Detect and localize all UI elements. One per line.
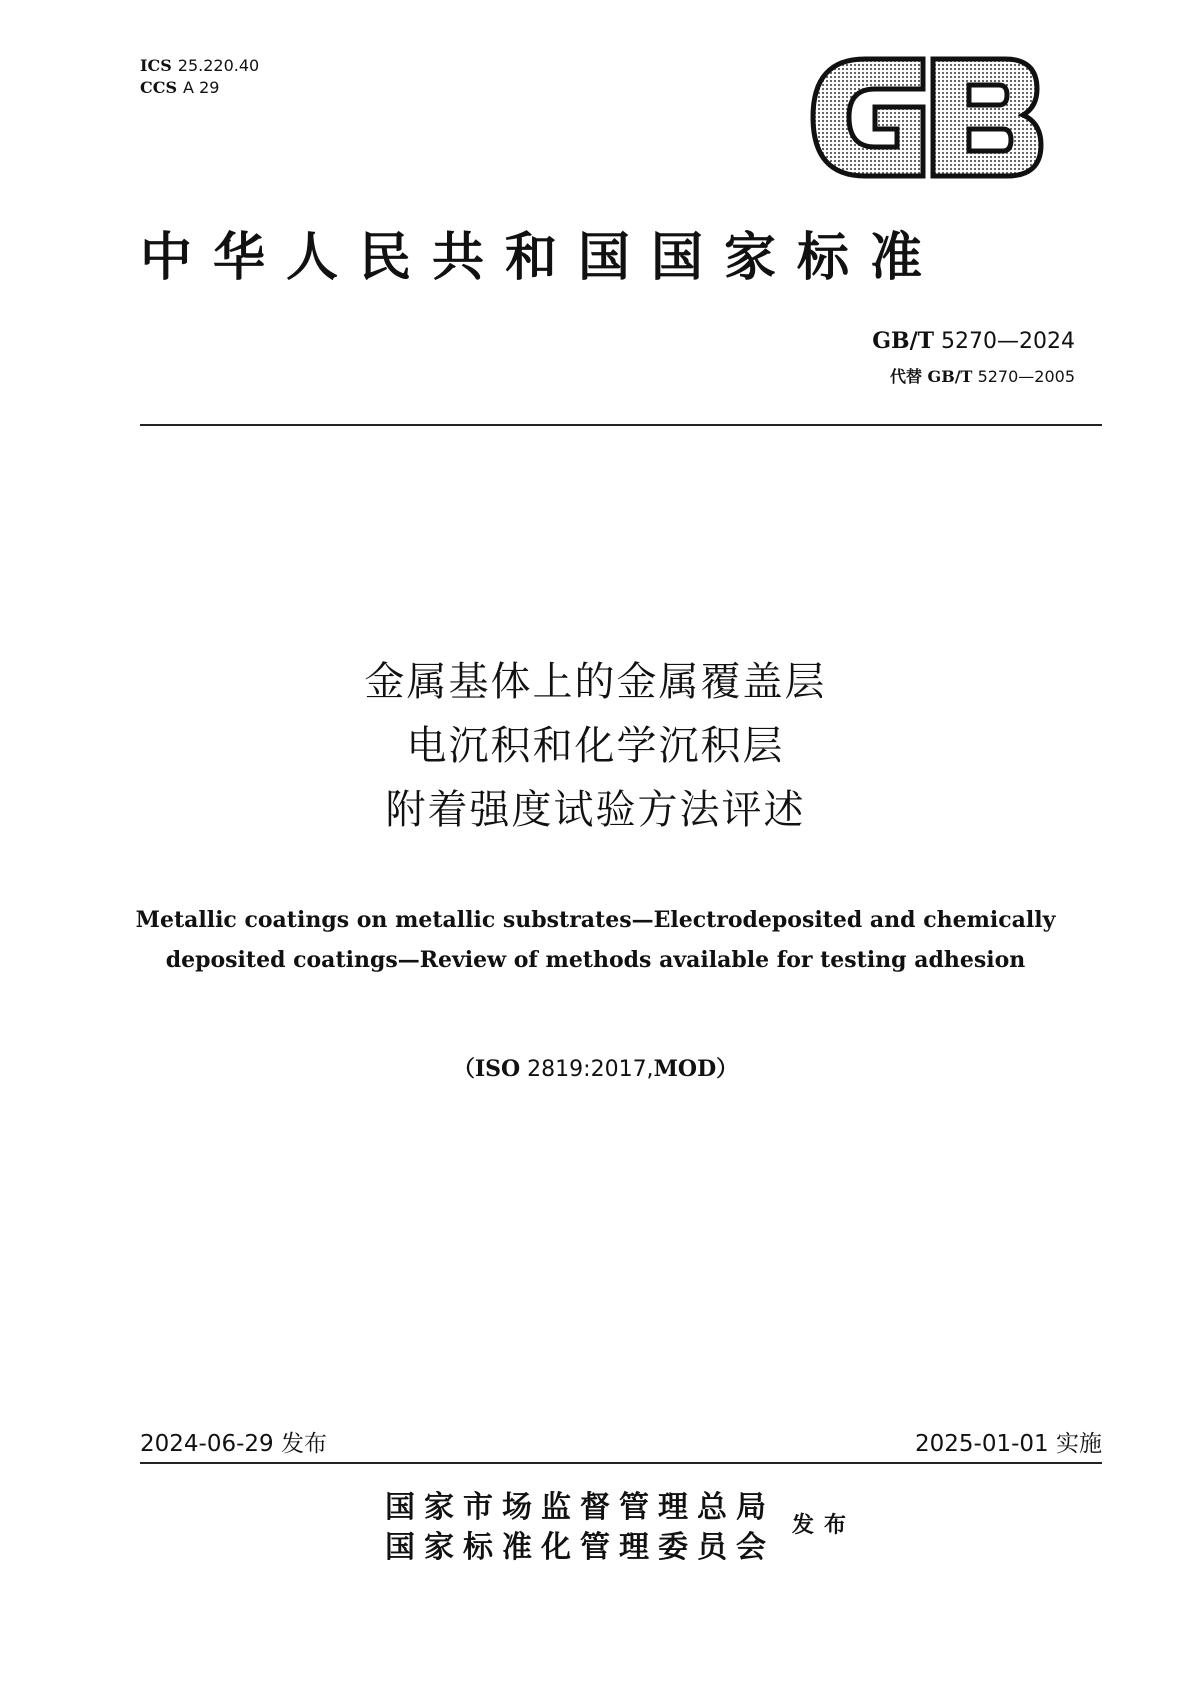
footer-divider: [140, 1462, 1102, 1464]
chinese-title-line-3: 附着强度试验方法评述: [385, 787, 806, 833]
classification-codes: [140, 55, 259, 99]
english-title-line-2: deposited coatings—Review of methods available for testing adhesion: [165, 947, 1026, 973]
english-title-line-1: Metallic coatings on metallic substrates—Electrodeposited and chemically: [135, 907, 1056, 933]
header-divider: [140, 424, 1102, 426]
standard-number: [872, 328, 1075, 354]
iso-reference: [0, 1052, 1191, 1083]
chinese-title: [0, 650, 1191, 842]
ccs-code: [140, 77, 259, 99]
ics-value: 25.220.40: [177, 56, 260, 75]
ccs-value: A 29: [183, 78, 220, 97]
ics-code: [140, 55, 259, 77]
national-standard-title: 中华人民共和国国家标准: [140, 227, 944, 288]
english-title: [0, 900, 1191, 980]
replaces-number: 5270—2005: [977, 367, 1075, 386]
issuer-sac: 国家标准化管理委员会: [385, 1530, 775, 1565]
chinese-title-line-1: 金属基体上的金属覆盖层: [364, 659, 827, 705]
chinese-title-line-2: 电沉积和化学沉积层: [406, 723, 785, 769]
replaces-prefix: 代替 GB/T: [889, 367, 973, 386]
publish-label: 发布: [792, 1512, 857, 1538]
implementation-date: 2025-01-01 实施: [915, 1431, 1102, 1457]
ics-label: ICS: [140, 56, 172, 75]
issue-date: 2024-06-29 发布: [140, 1431, 327, 1457]
gb-logo-icon: [805, 55, 1045, 180]
issuer-samr: 国家市场监督管理总局: [385, 1490, 775, 1525]
iso-ref-open: （ISO: [452, 1056, 521, 1082]
replaces-standard: [890, 364, 1075, 387]
standard-prefix: GB/T: [872, 328, 935, 354]
iso-ref-number: 2819:2017,: [527, 1057, 654, 1082]
iso-ref-close: MOD）: [653, 1056, 739, 1082]
standard-number-value: 5270—2024: [941, 329, 1075, 354]
issuing-authorities: [385, 1488, 775, 1568]
ccs-label: CCS: [140, 78, 178, 97]
